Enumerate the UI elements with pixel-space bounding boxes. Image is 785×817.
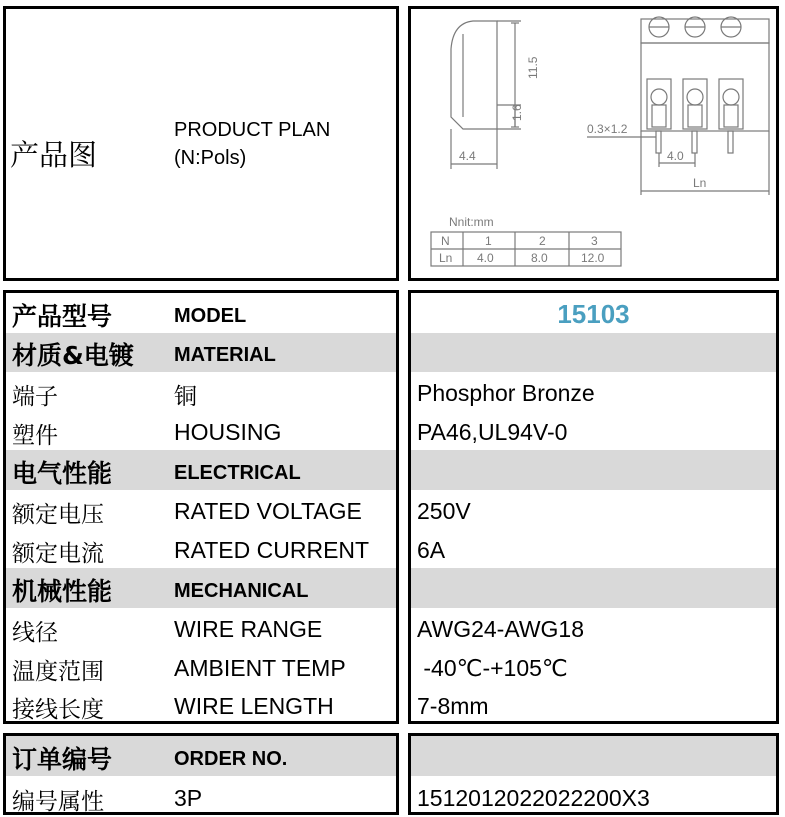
value-voltage-row bbox=[411, 490, 776, 529]
row-material bbox=[6, 333, 396, 372]
table-n1: 1 bbox=[485, 234, 492, 248]
model-cn: 产品型号 bbox=[12, 302, 113, 331]
value-temp-row bbox=[411, 647, 776, 686]
model-value: 15103 bbox=[557, 299, 630, 329]
value-housing-row bbox=[411, 411, 776, 450]
current-value: 6A bbox=[417, 537, 446, 563]
table-ln: Ln bbox=[439, 251, 453, 265]
order-cn: 订单编号 bbox=[12, 745, 113, 774]
mechanical-en: MECHANICAL bbox=[174, 580, 309, 602]
row-wire bbox=[6, 608, 396, 647]
housing-en: HOUSING bbox=[174, 419, 282, 445]
voltage-en: RATED VOLTAGE bbox=[174, 498, 362, 524]
order-left-box bbox=[3, 733, 399, 815]
wire-cn: 线径 bbox=[12, 620, 58, 646]
product-plan-cn: 产品图 bbox=[10, 138, 98, 172]
row-mechanical bbox=[6, 568, 396, 608]
value-terminal-row bbox=[411, 372, 776, 411]
wire-value: AWG24-AWG18 bbox=[417, 616, 584, 642]
order-right-box bbox=[408, 733, 779, 815]
row-voltage bbox=[6, 490, 396, 529]
row-length bbox=[6, 686, 396, 724]
product-drawing-box bbox=[408, 6, 779, 281]
attr-cn: 编号属性 bbox=[12, 789, 104, 815]
dim-pin-label: 0.3×1.2 bbox=[587, 122, 628, 136]
value-electrical-row bbox=[411, 450, 776, 490]
current-cn: 额定电流 bbox=[12, 541, 104, 567]
unit-label: Nnit:mm bbox=[449, 215, 494, 229]
value-length-row bbox=[411, 686, 776, 724]
value-mechanical-row bbox=[411, 568, 776, 608]
row-order bbox=[6, 736, 396, 776]
product-plan-label-box bbox=[3, 6, 399, 281]
order-number-value: 1512012022022200X3 bbox=[417, 785, 650, 811]
dim-pitch-label: 4.0 bbox=[667, 149, 684, 163]
length-cn: 接线长度 bbox=[12, 697, 104, 723]
row-model bbox=[6, 293, 396, 333]
material-cn: 材质&电镀 bbox=[12, 341, 134, 370]
housing-cn: 塑件 bbox=[12, 423, 58, 449]
table-n: N bbox=[441, 234, 450, 248]
row-electrical bbox=[6, 450, 396, 490]
dim-height-label: 11.5 bbox=[526, 56, 540, 79]
terminal-cn: 端子 bbox=[12, 384, 58, 410]
row-attr bbox=[6, 776, 396, 815]
length-value: 7-8mm bbox=[417, 693, 489, 719]
wire-en: WIRE RANGE bbox=[174, 616, 323, 642]
table-ln2: 8.0 bbox=[531, 251, 548, 265]
model-en: MODEL bbox=[174, 305, 247, 327]
technical-drawing bbox=[411, 9, 776, 278]
table-ln1: 4.0 bbox=[477, 251, 494, 265]
product-plan-note: (N:Pols) bbox=[174, 147, 247, 169]
row-terminal bbox=[6, 372, 396, 411]
specs-right-box bbox=[408, 290, 779, 724]
voltage-cn: 额定电压 bbox=[12, 502, 104, 528]
material-en: MATERIAL bbox=[174, 344, 276, 366]
product-plan-en: PRODUCT PLAN bbox=[174, 119, 331, 141]
value-wire-row bbox=[411, 608, 776, 647]
dim-width-label: 4.4 bbox=[459, 149, 476, 163]
electrical-en: ELECTRICAL bbox=[174, 462, 301, 484]
row-temp bbox=[6, 647, 396, 686]
temp-en: AMBIENT TEMP bbox=[174, 655, 346, 681]
current-en: RATED CURRENT bbox=[174, 537, 370, 563]
table-n2: 2 bbox=[539, 234, 546, 248]
table-n3: 3 bbox=[591, 234, 598, 248]
row-current bbox=[6, 529, 396, 568]
value-model-row bbox=[411, 293, 776, 333]
specs-left-box bbox=[3, 290, 399, 724]
voltage-value: 250V bbox=[417, 498, 471, 524]
temp-value: -40℃-+105℃ bbox=[417, 655, 568, 681]
electrical-cn: 电气性能 bbox=[12, 459, 113, 488]
dim-small-label: 1.6 bbox=[510, 104, 524, 121]
table-ln3: 12.0 bbox=[581, 251, 605, 265]
temp-cn: 温度范围 bbox=[12, 659, 104, 685]
value-material-row bbox=[411, 333, 776, 372]
terminal-cn-material: 铜 bbox=[174, 384, 197, 410]
length-en: WIRE LENGTH bbox=[174, 693, 334, 719]
value-order-row bbox=[411, 736, 776, 776]
value-attr-row bbox=[411, 776, 776, 815]
housing-value: PA46,UL94V-0 bbox=[417, 419, 568, 445]
value-current-row bbox=[411, 529, 776, 568]
order-en: ORDER NO. bbox=[174, 748, 288, 770]
dim-ln-label: Ln bbox=[693, 176, 707, 190]
mechanical-cn: 机械性能 bbox=[12, 577, 113, 606]
terminal-value: Phosphor Bronze bbox=[417, 380, 595, 406]
attr-en: 3P bbox=[174, 785, 203, 811]
row-housing bbox=[6, 411, 396, 450]
